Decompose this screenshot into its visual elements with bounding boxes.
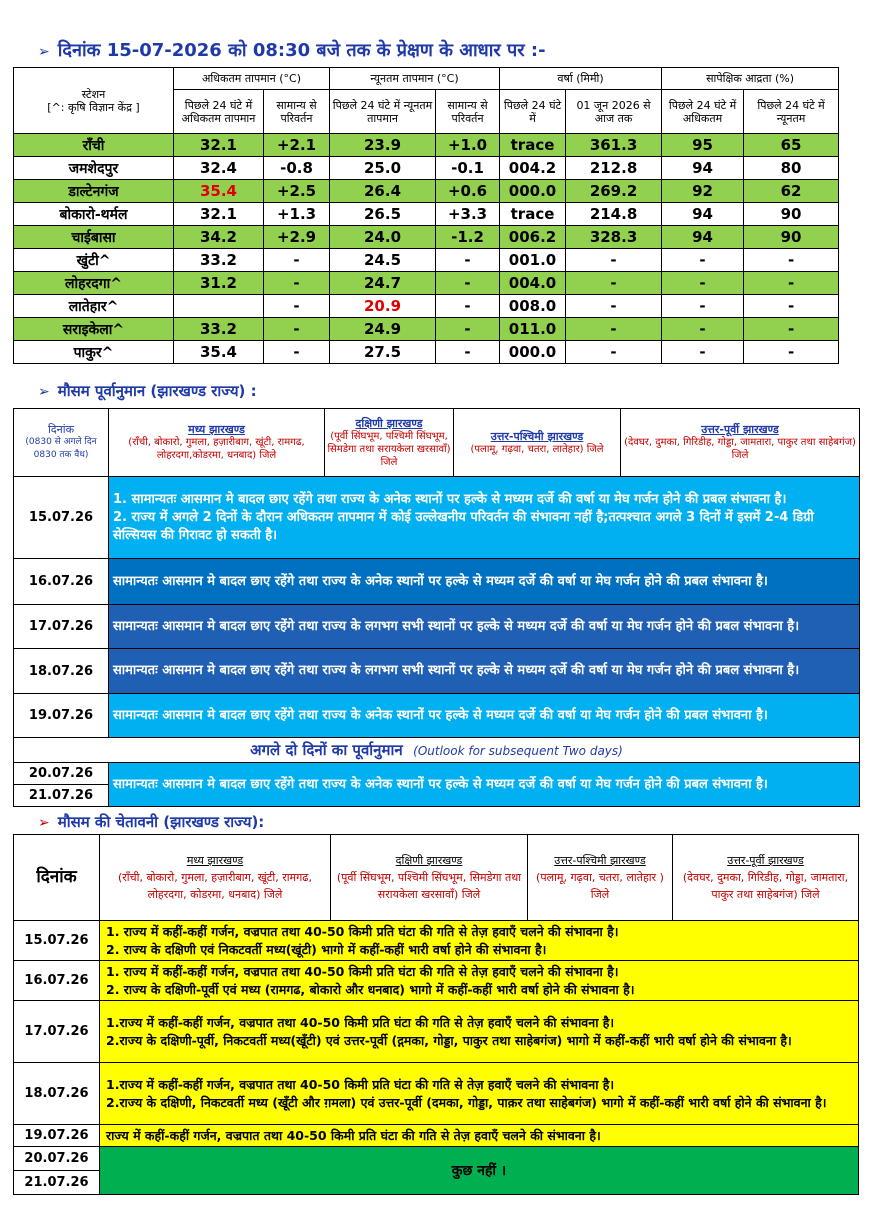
- rh-max: 95: [662, 134, 744, 157]
- rain-24h: 008.0: [500, 295, 566, 318]
- forecast-text: सामान्यतः आसमान मे बादल छाए रहेंगे तथा राज्य के लगभग सभी स्थानों पर हल्के से मध्यम दर्जे की वर्षा या मेघ गर्जन होने की प्रबल संभावना है।: [109, 605, 860, 649]
- rh-min: -: [744, 295, 839, 318]
- rh-min: 80: [744, 157, 839, 180]
- station-name: लातेहार^: [14, 295, 174, 318]
- rh-max: 94: [662, 203, 744, 226]
- max-temp-departure: +2.1: [264, 134, 330, 157]
- station-name: चाईबासा: [14, 226, 174, 249]
- warning-row: [14, 921, 859, 961]
- humidity-header: सापेक्षिक आद्रता (%): [662, 68, 839, 90]
- rh-min: 90: [744, 203, 839, 226]
- warning-date: 18.07.26: [14, 1063, 100, 1125]
- min-temp: 27.5: [330, 341, 436, 364]
- rh-max: -: [662, 295, 744, 318]
- max-temp: 33.2: [174, 318, 264, 341]
- warning-region-northwest: उत्तर-पश्चिमी झारखण्ड (पलामू, गढ़वा, चतरा, लातेहार ) जिले: [528, 835, 673, 921]
- min-temp-departure: -1.2: [436, 226, 500, 249]
- min-temp: 26.5: [330, 203, 436, 226]
- station-name: पाकुर^: [14, 341, 174, 364]
- max-24h-header: पिछले 24 घंटे में अधिकतम तापमान: [174, 90, 264, 134]
- warning-row: [14, 1125, 859, 1147]
- max-temp-departure: -: [264, 272, 330, 295]
- rain-24h: 006.2: [500, 226, 566, 249]
- rh-max: 92: [662, 180, 744, 203]
- warning-date: 21.07.26: [14, 1171, 100, 1195]
- rain-season-total: -: [566, 318, 662, 341]
- rain-header: वर्षा (मिमी): [500, 68, 662, 90]
- rh-max: -: [662, 272, 744, 295]
- rh-min-header: पिछले 24 घंटे में न्यूनतम: [744, 90, 839, 134]
- warning-row: [14, 1063, 859, 1125]
- warning-row: [14, 1147, 859, 1171]
- rain-season-total: 361.3: [566, 134, 662, 157]
- max-temp-departure: +2.9: [264, 226, 330, 249]
- arrow-bullet-icon: ➢: [38, 384, 50, 400]
- rain-season-total: -: [566, 341, 662, 364]
- max-temp: 35.4: [174, 180, 264, 203]
- max-temp: 35.4: [174, 341, 264, 364]
- forecast-row: [14, 477, 860, 559]
- forecast-date: 16.07.26: [14, 559, 109, 605]
- max-temp: [174, 295, 264, 318]
- forecast-region-northeast: उत्तर-पूर्वी झारखण्ड (देवघर, दुमका, गिरिडीह, गोड्डा, जामतारा, पाकुर तथा साहेबगंज) जिले: [621, 409, 860, 477]
- max-temp-departure: -: [264, 341, 330, 364]
- rain-season-header: 01 जून 2026 से आज तक: [566, 90, 662, 134]
- warning-section-title: ➢ मौसम की चेतावनी (झारखण्ड राज्य):: [38, 813, 265, 831]
- forecast-text: सामान्यतः आसमान मे बादल छाए रहेंगे तथा राज्य के अनेक स्थानों पर हल्के से मध्यम दर्जे की वर्षा या मेघ गर्जन होने की प्रबल संभावना है।: [109, 559, 860, 605]
- min-temp-departure: +3.3: [436, 203, 500, 226]
- forecast-text: सामान्यतः आसमान मे बादल छाए रहेंगे तथा राज्य के अनेक स्थानों पर हल्के से मध्यम दर्जे की वर्षा या मेघ गर्जन होने की प्रबल संभावना है।: [109, 694, 860, 738]
- rain-season-total: -: [566, 295, 662, 318]
- min-temp-departure: -: [436, 249, 500, 272]
- min-temp: 24.5: [330, 249, 436, 272]
- min-temp-departure: -: [436, 341, 500, 364]
- warning-date: 17.07.26: [14, 1001, 100, 1063]
- rh-max: -: [662, 249, 744, 272]
- warning-region-northeast: उत्तर-पूर्वी झारखण्ड (देवघर, दुमका, गिरिडीह, गोड्डा, जामतारा, पाकुर तथा साहेबगंज) जिले: [673, 835, 859, 921]
- rain-season-total: 328.3: [566, 226, 662, 249]
- station-name: लोहरदगा^: [14, 272, 174, 295]
- rh-min: -: [744, 318, 839, 341]
- forecast-date-header: दिनांक (0830 से अगले दिन 0830 तक वैध): [14, 409, 109, 477]
- forecast-text: सामान्यतः आसमान मे बादल छाए रहेंगे तथा राज्य के लगभग सभी स्थानों पर हल्के से मध्यम दर्जे की वर्षा या मेघ गर्जन होने की प्रबल संभावना है।: [109, 649, 860, 694]
- rain-24h: 011.0: [500, 318, 566, 341]
- station-name: जमशेदपुर: [14, 157, 174, 180]
- forecast-row: [14, 559, 860, 605]
- observation-row: [14, 226, 839, 249]
- warning-table: [13, 834, 859, 1195]
- warning-text: 1. राज्य में कहीं-कहीं गर्जन, वज्रपात तथा 40-50 किमी प्रति घंटा की गति से तेज़ हवाएँ चलने की संभावना है। 2. राज्य के दक्षिणी एवं निकटवर्ती मध्य(खूंटी) भागो में कहीं-कहीं भारी वर्षा होने की संभावना है।: [100, 921, 859, 961]
- arrow-bullet-icon: ➢: [38, 44, 50, 60]
- outlook-date: 21.07.26: [14, 785, 109, 807]
- station-name: खुंटी^: [14, 249, 174, 272]
- rain-24h: 004.2: [500, 157, 566, 180]
- warning-text: 1.राज्य में कहीं-कहीं गर्जन, वज्रपात तथा 40-50 किमी प्रति घंटा की गति से तेज़ हवाएँ चलने की संभावना है। 2.राज्य के दक्षिणी, निकटवर्ती मध्य (खूँटी और ग़मला) एवं उत्तर-पूर्वी (दमका, गोड्डा, पाक़र तथा साहेबगंज) भागो में कहीं-कहीं भारी वर्षा होने की संभावना है।: [100, 1063, 859, 1125]
- warning-region-central: मध्य झारखण्ड (राँची, बोकारो, गुमला, हज़ारीबाग, खूंटी, रामगढ, लोहरदगा, कोडरमा, धनबाद) जिले: [100, 835, 331, 921]
- warning-text: 1. राज्य में कहीं-कहीं गर्जन, वज्रपात तथा 40-50 किमी प्रति घंटा की गति से तेज़ हवाएँ चलने की संभावना है। 2. राज्य के दक्षिणी-पूर्वी एवं मध्य (रामगढ, बोकारो और धनबाद) भागो में कहीं-कहीं भारी वर्षा होने की संभावना है।: [100, 961, 859, 1001]
- rh-min: -: [744, 341, 839, 364]
- forecast-date: 17.07.26: [14, 605, 109, 649]
- rh-max-header: पिछले 24 घंटे में अधिकतम: [662, 90, 744, 134]
- rh-min: -: [744, 272, 839, 295]
- observation-row: [14, 295, 839, 318]
- warning-text: 1.राज्य में कहीं-कहीं गर्जन, वज्रपात तथा 40-50 किमी प्रति घंटा की गति से तेज़ हवाएँ चलने की संभावना है। 2.राज्य के दक्षिणी-पूर्वी, निकटवर्ती मध्य(खूँटी) एवं उत्तर-पूर्वी (द्गमका, गोड्डा, पाकुर तथा साहेबगंज) भागो में कहीं-कहीं भारी वर्षा होने की संभावना है।: [100, 1001, 859, 1063]
- min-temp: 20.9: [330, 295, 436, 318]
- forecast-table: [13, 408, 860, 807]
- warning-row: [14, 961, 859, 1001]
- warning-date: 19.07.26: [14, 1125, 100, 1147]
- max-temp: 34.2: [174, 226, 264, 249]
- min-temp-departure: -0.1: [436, 157, 500, 180]
- warning-date-header: दिनांक: [14, 835, 100, 921]
- warning-none-text: कुछ नहीं ।: [100, 1147, 859, 1195]
- max-dep-header: सामान्य से परिवर्तन: [264, 90, 330, 134]
- rh-max: 94: [662, 226, 744, 249]
- max-temp: 31.2: [174, 272, 264, 295]
- max-temp: 32.1: [174, 134, 264, 157]
- rh-min: -: [744, 249, 839, 272]
- forecast-row: [14, 694, 860, 738]
- min-temp: 26.4: [330, 180, 436, 203]
- rh-max: -: [662, 341, 744, 364]
- min-temp-departure: -: [436, 295, 500, 318]
- rain-season-total: -: [566, 249, 662, 272]
- max-temp-departure: +2.5: [264, 180, 330, 203]
- station-name: बोकारो-थर्मल: [14, 203, 174, 226]
- max-temp: 32.1: [174, 203, 264, 226]
- max-temp-departure: +1.3: [264, 203, 330, 226]
- rain-24h: 004.0: [500, 272, 566, 295]
- max-temp-departure: -: [264, 318, 330, 341]
- min-dep-header: सामान्य से परिवर्तन: [436, 90, 500, 134]
- warning-region-south: दक्षिणी झारखण्ड (पूर्वी सिंघभूम, पश्चिमी सिंघभूम, सिमडेगा तथा सरायकेला खरसावाँ) जिले: [331, 835, 528, 921]
- max-temp-departure: -: [264, 249, 330, 272]
- forecast-date: 15.07.26: [14, 477, 109, 559]
- max-temp-departure: -0.8: [264, 157, 330, 180]
- min-temp-departure: -: [436, 272, 500, 295]
- forecast-section-title: ➢ मौसम पूर्वानुमान (झारखण्ड राज्य) :: [38, 382, 257, 400]
- rh-min: 90: [744, 226, 839, 249]
- forecast-region-south: दक्षिणी झारखण्ड (पूर्वी सिंघभूम, पश्चिमी सिंघभूम, सिमडेगा तथा सरायकेला खरसावाँ) जिले: [325, 409, 454, 477]
- observation-row: [14, 318, 839, 341]
- observation-row: [14, 180, 839, 203]
- min-temp: 23.9: [330, 134, 436, 157]
- min-temp-header: न्यूनतम तापमान (°C): [330, 68, 500, 90]
- rain-24h-header: पिछले 24 घंटे में: [500, 90, 566, 134]
- warning-date: 16.07.26: [14, 961, 100, 1001]
- rain-season-total: 214.8: [566, 203, 662, 226]
- observation-row: [14, 249, 839, 272]
- observation-row: [14, 272, 839, 295]
- min-temp-departure: +0.6: [436, 180, 500, 203]
- rh-min: 65: [744, 134, 839, 157]
- station-header: स्टेशन [^: कृषि विज्ञान केंद्र ]: [14, 68, 174, 134]
- observation-row: [14, 134, 839, 157]
- forecast-row: [14, 605, 860, 649]
- station-name: सराइकेला^: [14, 318, 174, 341]
- observation-row: [14, 157, 839, 180]
- rain-24h: 000.0: [500, 341, 566, 364]
- min-temp-departure: +1.0: [436, 134, 500, 157]
- rh-min: 62: [744, 180, 839, 203]
- forecast-region-central: मध्य झारखण्ड (राँची, बोकारो, गुमला, हज़ारीबाग, खूंटी, रामगढ, लोहरदगा,कोडरमा, धनबाद) जिले: [109, 409, 325, 477]
- min-temp-departure: -: [436, 318, 500, 341]
- station-name: राँची: [14, 134, 174, 157]
- warning-date: 20.07.26: [14, 1147, 100, 1171]
- forecast-date: 19.07.26: [14, 694, 109, 738]
- forecast-row: [14, 649, 860, 694]
- observation-table: [13, 67, 839, 364]
- outlook-row: [14, 738, 860, 763]
- outlook-text: सामान्यतः आसमान मे बादल छाए रहेंगे तथा राज्य के अनेक स्थानों पर हल्के से मध्यम दर्जे की वर्षा या मेघ गर्जन होने की प्रबल संभावना है।: [109, 763, 860, 807]
- observation-row: [14, 341, 839, 364]
- rain-season-total: 212.8: [566, 157, 662, 180]
- min-24h-header: पिछले 24 घंटे में न्यूनतम तापमान: [330, 90, 436, 134]
- max-temp: 32.4: [174, 157, 264, 180]
- max-temp-header: अधिकतम तापमान (°C): [174, 68, 330, 90]
- outlook-title: अगले दो दिनों का पूर्वानुमान (Outlook for subsequent Two days): [14, 738, 860, 763]
- warning-row: [14, 1001, 859, 1063]
- rain-24h: 000.0: [500, 180, 566, 203]
- arrow-bullet-icon: ➢: [38, 815, 50, 831]
- warning-date: 15.07.26: [14, 921, 100, 961]
- observation-section-title: ➢ दिनांक 15-07-2026 को 08:30 बजे तक के प्रेक्षण के आधार पर :-: [38, 40, 546, 61]
- max-temp: 33.2: [174, 249, 264, 272]
- rain-24h: trace: [500, 134, 566, 157]
- station-name: डाल्टेनगंज: [14, 180, 174, 203]
- outlook-row: [14, 763, 860, 785]
- rh-max: -: [662, 318, 744, 341]
- rain-24h: 001.0: [500, 249, 566, 272]
- forecast-text: 1. सामान्यतः आसमान मे बादल छाए रहेंगे तथा राज्य के अनेक स्थानों पर हल्के से मध्यम दर्जे की वर्षा या मेघ गर्जन होने की प्रबल संभावना है। 2. राज्य में अगले 2 दिनों के दौरान अधिकतम तापमान में कोई उल्लेखनीय परिवर्तन की संभावना नहीं है;तत्पश्चात अगले 3 दिनों में इसमें 2-4 डिग्री सेल्सियस की गिरावट हो सकती है।: [109, 477, 860, 559]
- observation-row: [14, 203, 839, 226]
- rain-season-total: -: [566, 272, 662, 295]
- min-temp: 25.0: [330, 157, 436, 180]
- forecast-region-northwest: उत्तर-पश्चिमी झारखण्ड (पलामू, गढ़वा, चतरा, लातेहार) जिले: [454, 409, 621, 477]
- forecast-date: 18.07.26: [14, 649, 109, 694]
- rain-24h: trace: [500, 203, 566, 226]
- min-temp: 24.9: [330, 318, 436, 341]
- max-temp-departure: -: [264, 295, 330, 318]
- min-temp: 24.7: [330, 272, 436, 295]
- outlook-date: 20.07.26: [14, 763, 109, 785]
- rain-season-total: 269.2: [566, 180, 662, 203]
- warning-text: राज्य में कहीं-कहीं गर्जन, वज्रपात तथा 40-50 किमी प्रति घंटा की गति से तेज़ हवाएँ चलने की संभावना है।: [100, 1125, 859, 1147]
- rh-max: 94: [662, 157, 744, 180]
- min-temp: 24.0: [330, 226, 436, 249]
